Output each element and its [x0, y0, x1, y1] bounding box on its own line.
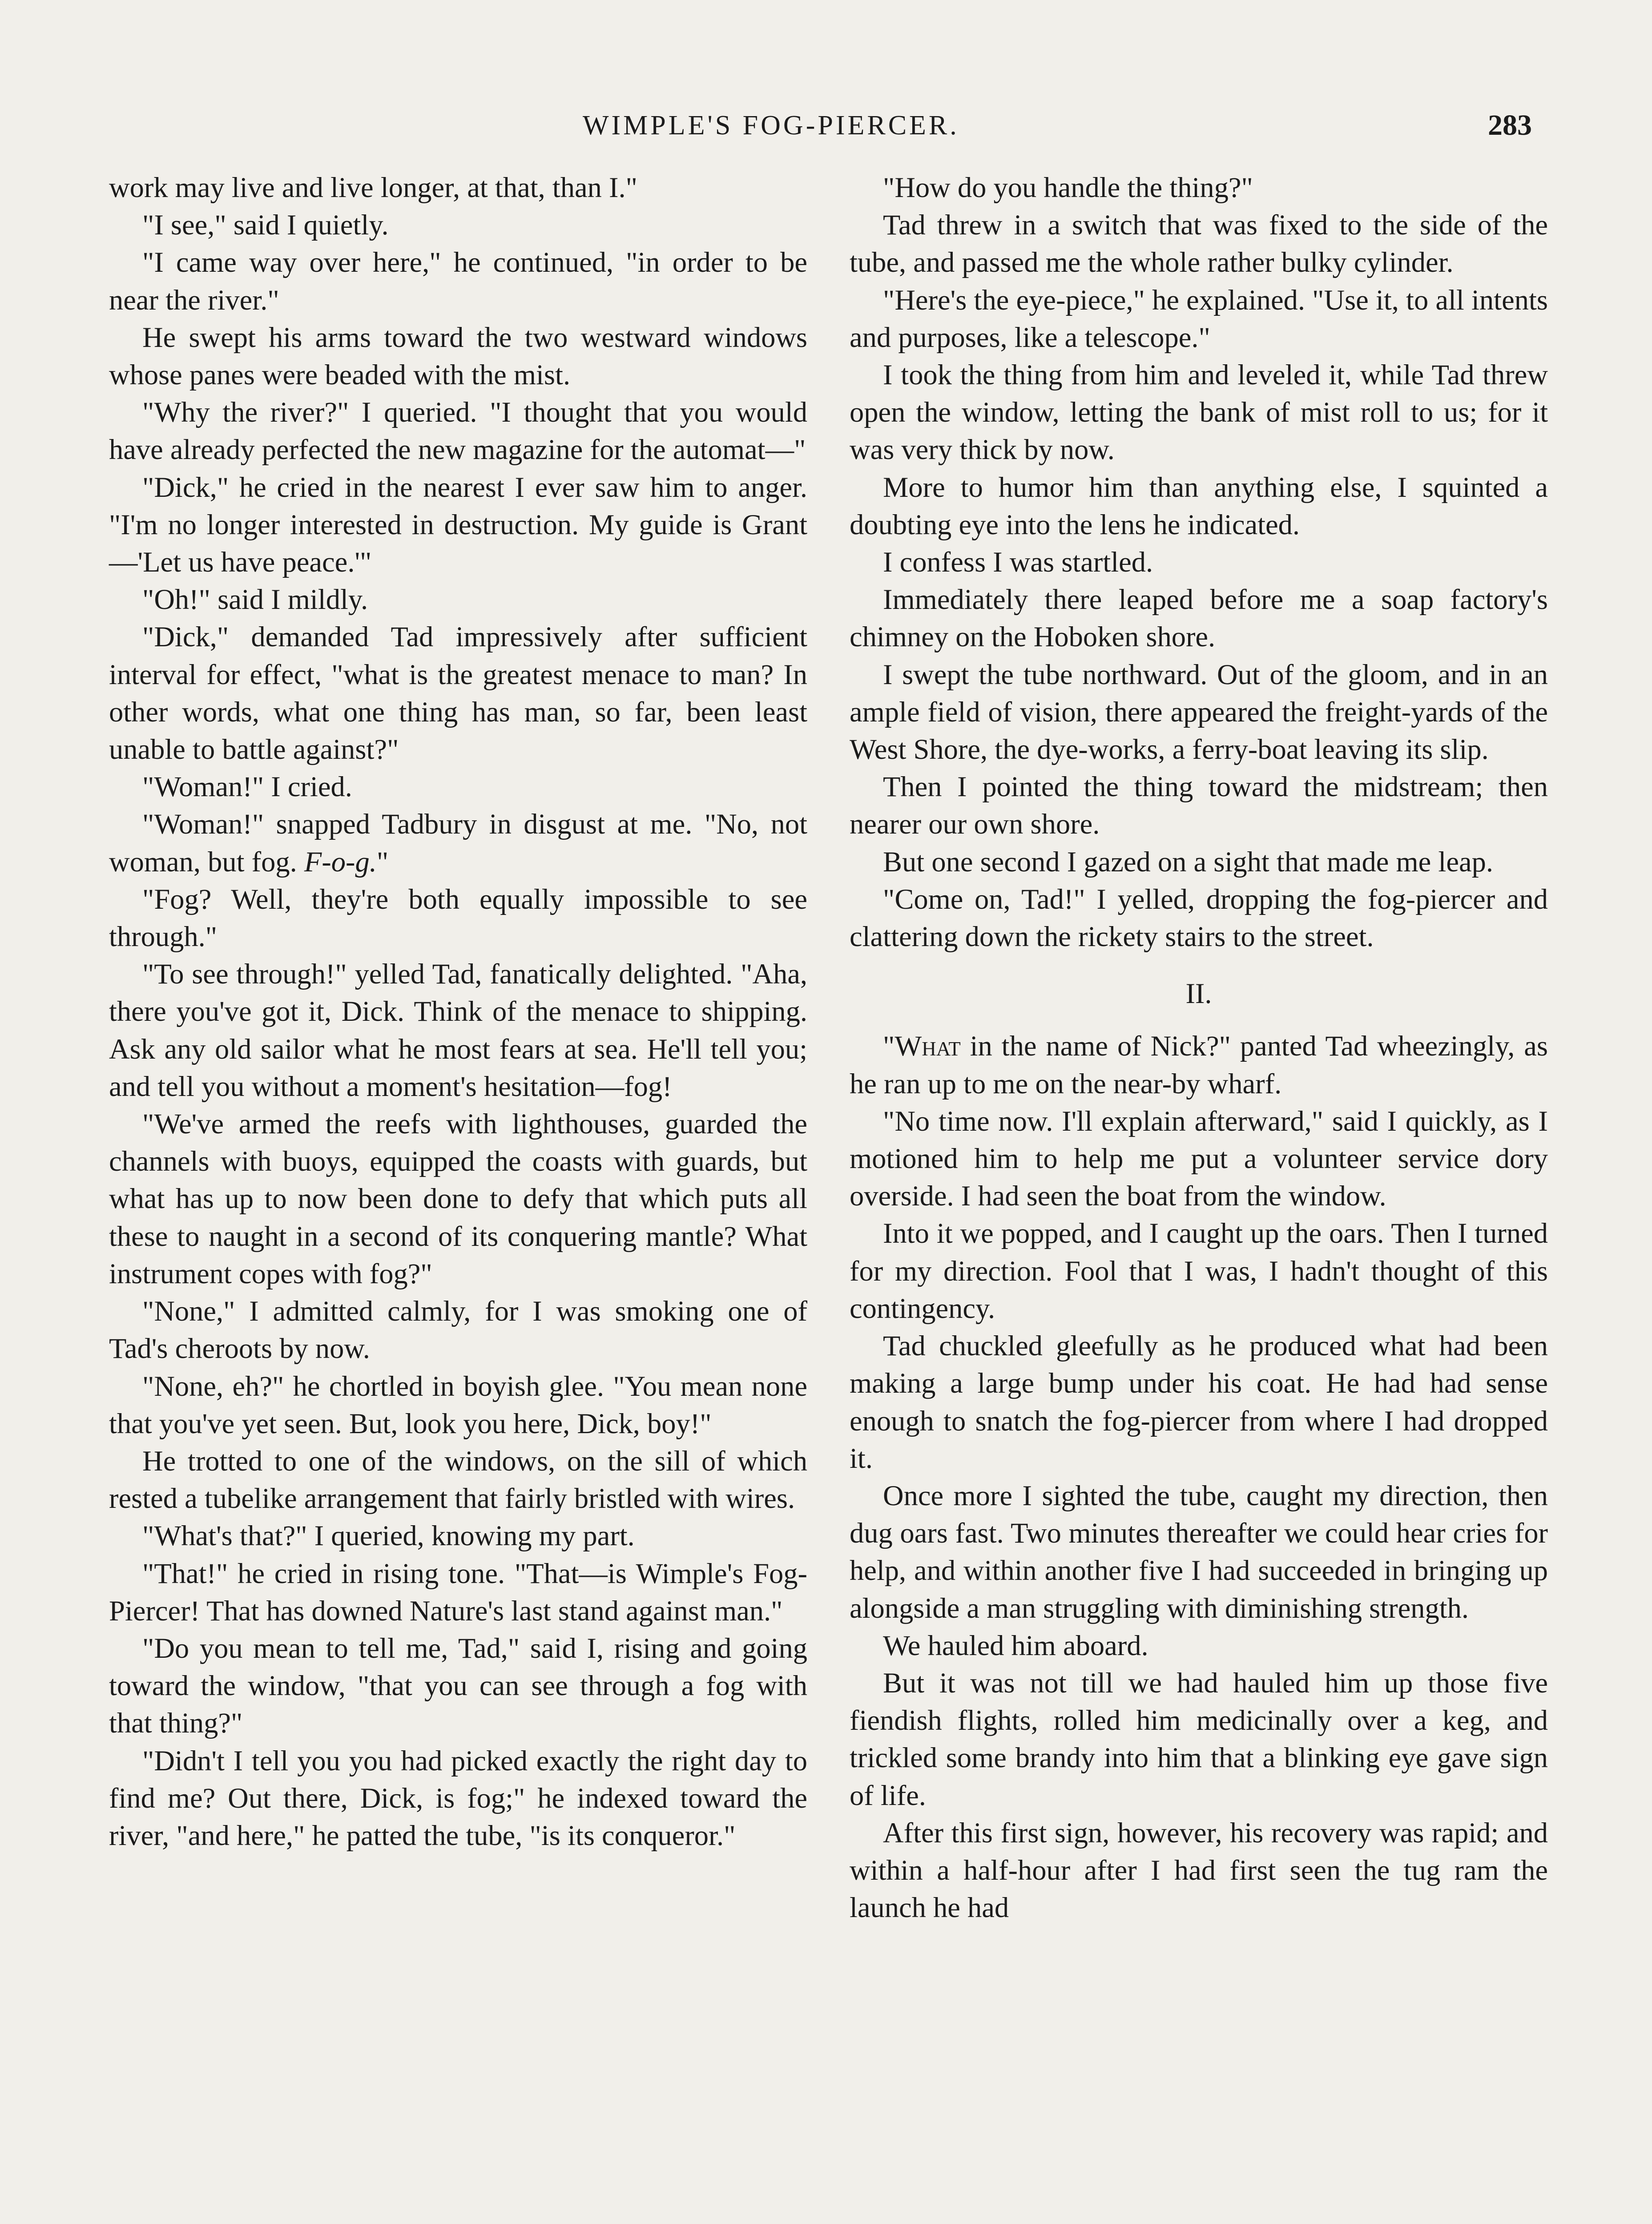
paragraph: "To see through!" yelled Tad, fanatically delighted. "Aha, there you've got it, Dick. Think of the menace to shipping. Ask any old sailor what he most fears at sea. He'll tell you; and tell you without a moment's hesitation—fog! — [109, 958, 807, 1102]
paragraph: "Woman!" I cried. — [142, 771, 352, 803]
paragraph — [109, 806, 807, 880]
paragraph: "Fog? Well, they're both equally impossible to see through." — [109, 883, 807, 953]
paragraph: Into it we popped, and I caught up the oars. Then I turned for my direction. Fool that I was, I hadn't thought of this contingency. — [850, 1217, 1548, 1324]
paragraph: But one second I gazed on a sight that made me leap. — [883, 846, 1493, 878]
paragraph: "Didn't I tell you you had picked exactly the right day to find me? Out there, Dick, is fog;" he indexed toward the river, "and here," he patted the tube, "is its conqueror." — [109, 1745, 807, 1851]
paragraph: But it was not till we had hauled him up those five fiendish flights, rolled him medicinally over a keg, and trickled some brandy into him that a blinking eye gave sign of life. — [850, 1667, 1548, 1811]
paragraph: "Do you mean to tell me, Tad," said I, rising and going toward the window, "that you can see through a fog with that thing?" — [109, 1632, 807, 1739]
paragraph: I confess I was startled. — [883, 546, 1153, 578]
paragraph: "I came way over here," he continued, "in order to be near the river." — [109, 246, 807, 316]
paragraph: More to humor him than anything else, I squinted a doubting eye into the lens he indicated. — [850, 471, 1548, 540]
chapter-heading: II. — [1185, 978, 1212, 1010]
paragraph-text: in the name of Nick?" panted Tad wheezingly, as he ran up to me on the near-by wharf. — [850, 1030, 1548, 1100]
paragraph: Tad chuckled gleefully as he produced what had been making a large bump under his coat. He had had sense enough to snatch the fog-piercer from where I had dropped it. — [850, 1330, 1548, 1474]
right-column — [850, 169, 1548, 1926]
paragraph: "Come on, Tad!" I yelled, dropping the fog-piercer and clattering down the rickety stairs to the street. — [850, 883, 1548, 953]
paragraph: I swept the tube northward. Out of the gloom, and in an ample field of vision, there appeared the freight-yards of the West Shore, the dye-works, a ferry-boat leaving its slip. — [850, 658, 1548, 766]
paragraph: We hauled him aboard. — [883, 1629, 1148, 1661]
opening-quote: " — [883, 1030, 895, 1062]
paragraph: "Here's the eye-piece," he explained. "Use it, to all intents and purposes, like a telescope." — [850, 284, 1548, 353]
paragraph: He trotted to one of the windows, on the sill of which rested a tubelike arrangement that fairly bristled with wires. — [109, 1445, 807, 1515]
paragraph: work may live and live longer, at that, than I." — [109, 172, 637, 203]
paragraph: Immediately there leaped before me a soap factory's chimney on the Hoboken shore. — [850, 584, 1548, 653]
paragraph: Tad threw in a switch that was fixed to the side of the tube, and passed me the whole rather bulky cylinder. — [850, 209, 1548, 278]
closing-quote: " — [376, 846, 389, 878]
paragraph: He swept his arms toward the two westward windows whose panes were beaded with the mist. — [109, 321, 807, 391]
page-number: 283 — [1488, 109, 1532, 141]
paragraph-text: "Woman!" snapped Tadbury in disgust at me. "No, not woman, but fog. — [109, 808, 807, 878]
chapter-lead-word: What — [894, 1030, 961, 1062]
paragraph: Then I pointed the thing toward the midstream; then nearer our own shore. — [850, 771, 1548, 840]
paragraph: "No time now. I'll explain afterward," said I quickly, as I motioned him to help me put a volunteer service dory overside. I had seen the boat from the window. — [850, 1105, 1548, 1212]
paragraph: "None, eh?" he chortled in boyish glee. "You mean none that you've yet seen. But, look you here, Dick, boy!" — [109, 1370, 807, 1439]
paragraph: "Dick," he cried in the nearest I ever saw him to anger. "I'm no longer interested in destruction. My guide is Grant—'Let us have peace.'" — [109, 471, 807, 578]
running-head — [0, 103, 1652, 152]
paragraph: "That!" he cried in rising tone. "That—is Wimple's Fog-Piercer! That has downed Nature's last stand against man." — [109, 1557, 807, 1627]
paragraph: "What's that?" I queried, knowing my part. — [142, 1520, 635, 1552]
paragraph: Once more I sighted the tube, caught my direction, then dug oars fast. Two minutes thereafter we could hear cries for help, and within another five I had succeeded in bringing up alongside a man struggling with diminishing strength. — [850, 1479, 1548, 1624]
running-title: WIMPLE'S FOG-PIERCER. — [583, 110, 959, 141]
paragraph: "Why the river?" I queried. "I thought that you would have already perfected the new magazine for the automat—" — [109, 396, 807, 466]
paragraph: "None," I admitted calmly, for I was smoking one of Tad's cheroots by now. — [109, 1295, 807, 1365]
left-column — [109, 169, 807, 1854]
paragraph — [850, 1027, 1548, 1102]
paragraph: "How do you handle the thing?" — [883, 172, 1253, 203]
paragraph: "Dick," demanded Tad impressively after sufficient interval for effect, "what is the greatest menace to man? In other words, what one thing has man, so far, been least unable to battle against?" — [109, 621, 807, 766]
italic-spelling: F-o-g. — [304, 846, 377, 878]
paragraph: "We've armed the reefs with lighthouses, guarded the channels with buoys, equipped the coasts with guards, but what has up to now been done to defy that which puts all these to naught in a second of its conquering mantle? What instrument copes with fog?" — [109, 1108, 807, 1289]
paragraph: "I see," said I quietly. — [142, 209, 389, 241]
paragraph: I took the thing from him and leveled it, while Tad threw open the window, letting the bank of mist roll to us; for it was very thick by now. — [850, 359, 1548, 466]
paragraph: "Oh!" said I mildly. — [142, 584, 368, 616]
paragraph: After this first sign, however, his recovery was rapid; and within a half-hour after I had first seen the tug ram the launch he had — [850, 1817, 1548, 1924]
